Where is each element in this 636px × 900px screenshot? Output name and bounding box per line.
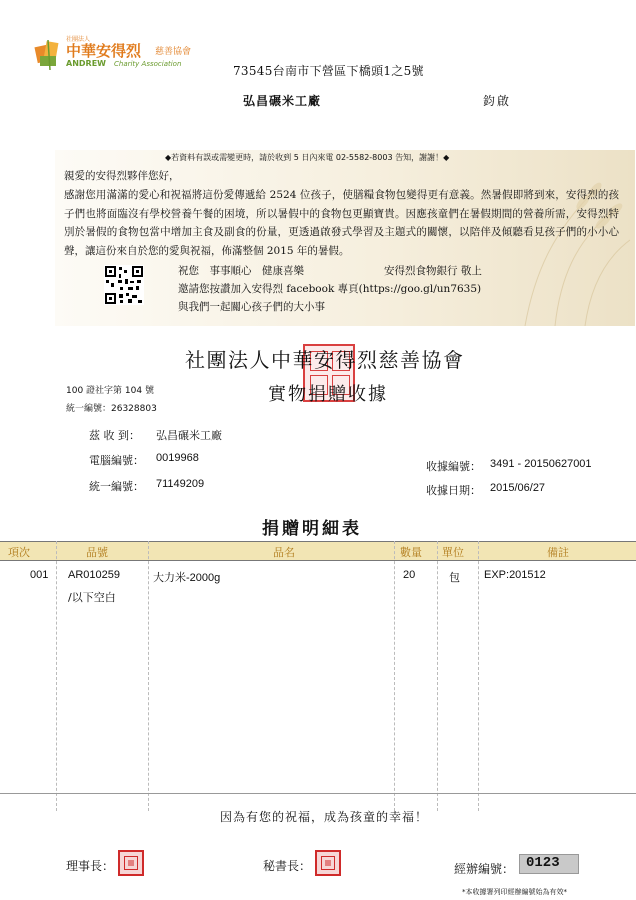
blessing-text: 祝您 事事順心 健康喜樂: [178, 265, 304, 277]
logo-english-sub: Charity Association: [114, 60, 182, 68]
unified-no-value: 71149209: [156, 478, 205, 490]
receipt-doc-title: 實物捐贈收據: [268, 384, 388, 405]
detail-table-title: 捐贈明細表: [262, 519, 362, 539]
header-name: 品名: [273, 546, 295, 559]
end-mark: /以下空白: [68, 591, 116, 604]
row-name: 大力米-2000g: [153, 572, 221, 584]
case-no-value: 0123: [519, 854, 579, 874]
logo-english: ANDREW: [66, 59, 106, 68]
row-qty: 20: [403, 569, 416, 581]
computer-no-label: 電腦編號：: [89, 454, 144, 467]
signoff-text: 安得烈食物銀行 敬上: [384, 265, 482, 277]
association-tax-id: 統一編號：26328803: [66, 404, 157, 414]
row-item: 001: [30, 569, 49, 581]
unified-no-label: 統一編號：: [89, 480, 144, 493]
column-divider: [478, 541, 479, 811]
header-code: 品號: [86, 546, 108, 559]
logo-small-text: 社團法人: [66, 36, 91, 43]
row-unit: 包: [449, 572, 460, 584]
facebook-invite-2: 與我們一起關心孩子們的大小事: [178, 301, 325, 313]
row-code: AR010259: [68, 569, 120, 581]
wheat-logo-icon: [32, 36, 66, 72]
receipt-no-value: 3491 - 20150627001: [490, 458, 592, 470]
receipt-date-label: 收據日期：: [426, 484, 481, 497]
receipt-org-title: 社團法人中華安得烈慈善協會: [185, 348, 465, 372]
postal-address: 73545台南市下營區下橋頭1之5號: [233, 64, 424, 78]
column-divider: [148, 541, 149, 811]
association-logo: [32, 36, 192, 72]
header-item: 項次: [8, 546, 30, 559]
row-note: EXP:201512: [484, 569, 546, 581]
validity-footnote: *本收據署列印經辦編號始為有效*: [462, 888, 567, 896]
chairman-seal: [118, 850, 144, 876]
footer-slogan: 因為有您的祝福，成為孩童的幸福！: [220, 810, 429, 824]
column-divider: [56, 541, 57, 811]
column-divider: [437, 541, 438, 811]
facebook-invite: 邀請您按讚加入安得烈 facebook 專頁(https://goo.gl/un7635): [178, 283, 482, 295]
recipient-name: 弘昌碾米工廠: [243, 94, 322, 108]
computer-no-value: 0019968: [156, 452, 199, 464]
honorific: 鈞啟: [483, 94, 512, 108]
received-from-label: 茲 收 到：: [89, 429, 140, 442]
logo-name: 中華安得烈: [66, 42, 142, 60]
header-qty: 數量: [400, 546, 422, 559]
column-divider: [394, 541, 395, 811]
case-no-label: 經辦編號：: [454, 862, 515, 876]
table-bottom-divider: [0, 793, 636, 794]
qr-code-icon: [104, 265, 144, 305]
receipt-date-value: 2015/06/27: [490, 482, 546, 494]
table-header: [0, 541, 636, 561]
secretary-seal: [315, 850, 341, 876]
letter-greeting: 親愛的安得烈夥伴您好，: [64, 170, 180, 182]
receipt-no-label: 收據編號：: [426, 460, 481, 473]
secretary-label: 秘書長：: [263, 859, 312, 873]
notice-text: ◆若資料有誤或需變更時，請於收到 5 日內來電 02-5582-8003 告知，謝謝！◆: [165, 153, 450, 162]
header-note: 備註: [547, 546, 569, 559]
logo-sub-name: 慈善協會: [155, 47, 192, 57]
header-unit: 單位: [442, 546, 464, 559]
chairman-label: 理事長：: [66, 859, 115, 873]
permit-number: 100 證社字第 104 號: [66, 386, 154, 396]
received-from-value: 弘昌碾米工廠: [156, 429, 222, 442]
letter-body: 感謝您用滿滿的愛心和祝福將這份愛傳遞給 2524 位孩子，使膳糧食物包變得更有意義。然暑假即將到來，安得烈的孩子們也將面臨沒有學校營養午餐的困境，所以暑假中的食物包更顯寶貴。因應孩童們在暑假期間的營養所需，安得烈特別於暑假的食物包當中增加主食及副食的份量，更透過啟發式學習及主題式的關懷，以陪伴及傾聽看見孩子們的小小心聲，讓這份來自於您的愛與祝福，佈滿整個 2015 年的暑假。: [64, 189, 619, 257]
